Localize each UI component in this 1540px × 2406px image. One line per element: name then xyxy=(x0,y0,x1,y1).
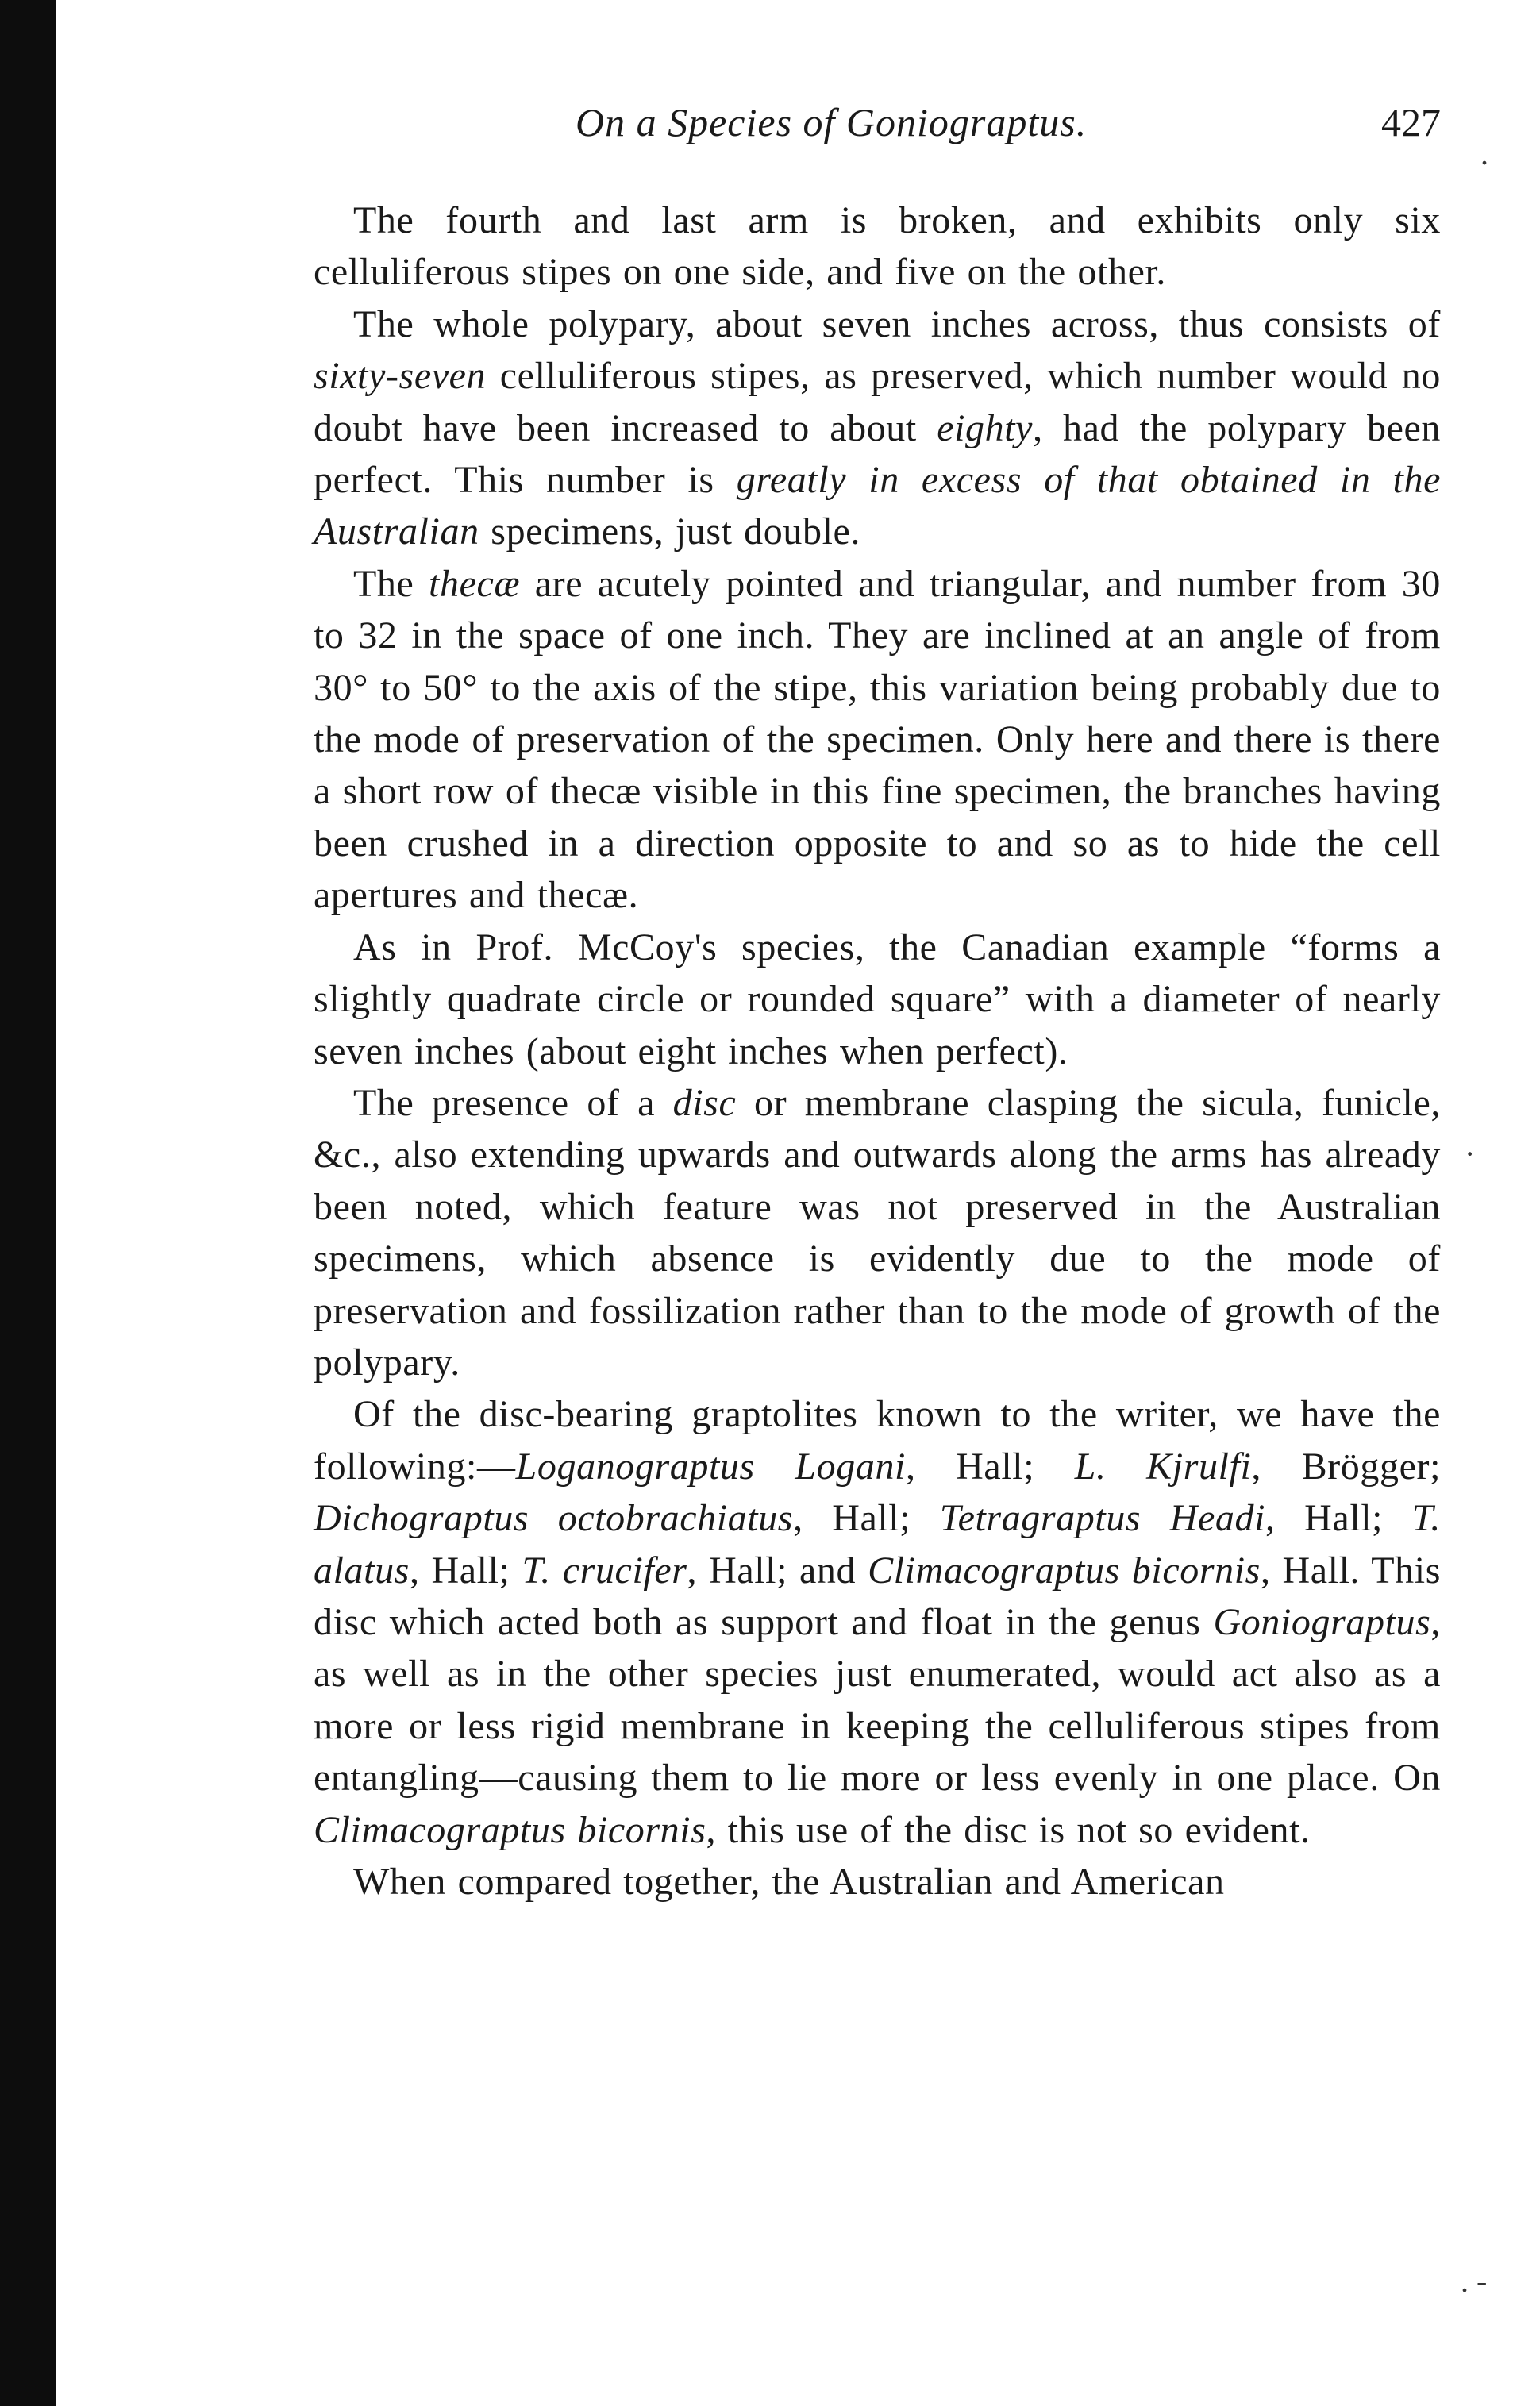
paragraph xyxy=(314,1388,1441,1856)
italic-run: T. crucifer xyxy=(522,1549,687,1592)
italic-run: Climacograptus bicornis xyxy=(868,1549,1261,1592)
text-run: celluliferous stipes, as preserved, which number would no doubt have been increased to about xyxy=(314,355,1441,449)
paragraph xyxy=(314,194,1441,298)
italic-run: eighty xyxy=(937,406,1034,449)
text-run: The presence of a xyxy=(353,1081,673,1124)
italic-run: T. alatus xyxy=(314,1497,1441,1592)
text-run: or membrane clasping the sicula, funicle, &c., also extending upwards and outwards along the arms has already been noted, which feature was not preserved in the Australian specimens, which absence is evidently due to the mode of preservation and fossilization rather than to the mode of growth of the polypary. xyxy=(314,1081,1441,1384)
italic-run: greatly in excess of that obtained in the Australian xyxy=(314,459,1442,553)
text-run: , Hall; xyxy=(409,1549,522,1592)
text-run: , Hall; xyxy=(793,1497,940,1540)
text-run: , Hall; and xyxy=(687,1549,868,1592)
stray-mark: . - xyxy=(1461,2263,1488,2299)
text-run: Of the disc-bearing graptolites known to the writer, we have the following:— xyxy=(314,1393,1441,1488)
paragraph xyxy=(314,298,1441,558)
paragraph xyxy=(314,1077,1441,1388)
paragraph xyxy=(314,922,1441,1077)
body-text xyxy=(314,194,1441,1907)
italic-run: sixty-seven xyxy=(314,355,487,398)
stray-mark: . xyxy=(1480,136,1488,171)
text-run: The whole polypary, about seven inches across, thus consists of xyxy=(353,302,1441,345)
text-run: , as well as in the other species just enumerated, would act also as a more or less rigid membrane in keeping the celluliferous stipes from entangling—causing them to lie more or less evenly in one place. On xyxy=(314,1600,1441,1800)
text-run: are acutely pointed and triangular, and number from 30 to 32 in the space of one inch. They are inclined at an angle of from 30° to 50° to the axis of the stipe, this variation being probably due to the mode of preservation of the specimen. Only here and there is there a short row of thecæ visible in this fine specimen, the branches having been crushed in a direction opposite to and so as to hide the cell apertures and thecæ. xyxy=(314,562,1441,917)
page-number: 427 xyxy=(1381,100,1441,144)
text-run: The fourth and last arm is broken, and exhibits only six celluliferous stipes on one side, and five on the other. xyxy=(314,199,1441,294)
italic-run: Loganograptus Logani xyxy=(515,1445,906,1488)
text-run: , this use of the disc is not so evident. xyxy=(706,1808,1311,1851)
page xyxy=(314,99,1441,1907)
text-run: As in Prof. McCoy's species, the Canadian example “forms a slightly quadrate circle or rounded square” with a diameter of nearly seven inches (about eight inches when perfect). xyxy=(314,926,1441,1072)
italic-run: Tetragraptus Headi xyxy=(939,1497,1266,1540)
paragraph xyxy=(314,1856,1441,1907)
text-run: , Hall; xyxy=(1265,1497,1412,1540)
binding-edge xyxy=(0,0,56,2406)
text-run: The xyxy=(353,562,429,605)
italic-run: thecæ xyxy=(429,562,521,605)
text-run: , Brögger; xyxy=(1251,1445,1441,1488)
text-run: , Hall. This disc which acted both as support and float in the genus xyxy=(314,1549,1441,1643)
italic-run: disc xyxy=(672,1081,737,1124)
stray-mark: · xyxy=(1465,1136,1476,1172)
italic-run: Dichograptus octobrachiatus xyxy=(314,1497,794,1540)
text-run: , Hall; xyxy=(905,1445,1075,1488)
paragraph xyxy=(314,558,1441,922)
text-run: specimens, just double. xyxy=(479,510,861,553)
text-run: When compared together, the Australian and American xyxy=(353,1861,1225,1903)
italic-run: L. Kjrulfi xyxy=(1074,1445,1252,1488)
running-title: On a Species of Goniograptus. xyxy=(576,100,1088,144)
running-head xyxy=(314,99,1441,171)
italic-run: Climacograptus bicornis xyxy=(314,1808,706,1851)
italic-run: Goniograptus xyxy=(1213,1600,1431,1643)
text-run: , had the polypary been perfect. This number is xyxy=(314,406,1442,502)
